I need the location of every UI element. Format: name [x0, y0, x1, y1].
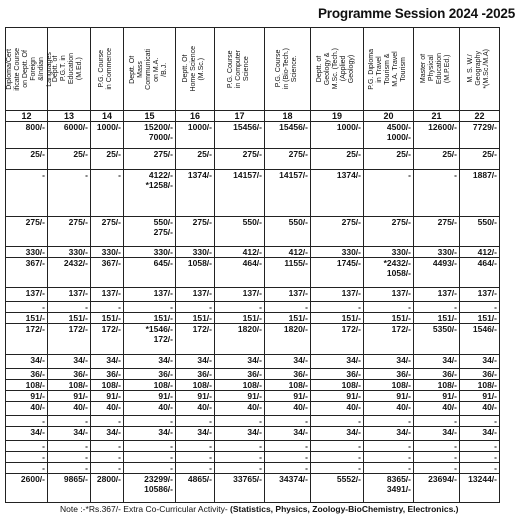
fee-cell: - [91, 441, 124, 452]
fee-cell: 91/- [215, 391, 265, 402]
column-number: 16 [176, 111, 215, 122]
fee-cell: 275/- [124, 149, 176, 170]
fee-cell: - [176, 416, 215, 427]
column-header-label: Deptt. Of Mass Communicati on M.A. /B.J. [128, 48, 168, 90]
fee-cell: 1374/- [311, 170, 364, 217]
fee-cell: - [460, 302, 500, 313]
fee-cell: 108/- [91, 380, 124, 391]
fee-cell: 34/- [364, 355, 414, 369]
fee-cell: 137/- [265, 288, 311, 302]
fee-cell: - [364, 170, 414, 217]
fee-cell: 137/- [48, 288, 91, 302]
fee-cell: 330/- [6, 247, 48, 258]
fee-cell: 2800/- [91, 474, 124, 503]
fee-cell: 40/- [414, 402, 460, 416]
fee-cell: 34/- [124, 355, 176, 369]
fee-cell: *2432/- 1058/- [364, 258, 414, 288]
fee-cell: - [414, 441, 460, 452]
fee-cell: 2600/- [6, 474, 48, 503]
fee-cell: - [6, 452, 48, 463]
fee-cell: 91/- [311, 391, 364, 402]
fee-cell: 25/- [91, 149, 124, 170]
fee-cell: - [414, 416, 460, 427]
fee-cell: - [48, 416, 91, 427]
fee-cell: 91/- [91, 391, 124, 402]
fee-cell: 330/- [414, 247, 460, 258]
fee-row [6, 288, 500, 302]
fee-cell: 36/- [48, 369, 91, 380]
fee-cell: 34/- [176, 355, 215, 369]
fee-cell: 108/- [265, 380, 311, 391]
column-number-row [6, 111, 500, 122]
fee-row [6, 247, 500, 258]
fee-cell: 800/- [6, 122, 48, 149]
fee-cell: - [48, 170, 91, 217]
fee-cell: - [265, 302, 311, 313]
column-header-label: Deptt. of P.G.T. in Education (M.Ed.) [52, 53, 83, 85]
fee-cell: 34/- [414, 355, 460, 369]
fee-cell: 91/- [414, 391, 460, 402]
fee-cell: - [6, 170, 48, 217]
fee-cell: - [6, 441, 48, 452]
fee-cell: 330/- [91, 247, 124, 258]
column-header-label: M. S. W./ Geography *(M.Sc./M.A) [466, 49, 490, 89]
fee-cell: 36/- [6, 369, 48, 380]
fee-cell: 15456/- [265, 122, 311, 149]
fee-cell: - [215, 441, 265, 452]
column-header-label: Diploma/Cert ificate Course on Deptt. Of Foreign &Indian Languages [6, 47, 53, 91]
fee-cell: 137/- [124, 288, 176, 302]
fee-cell: 34/- [414, 427, 460, 441]
column-number: 19 [311, 111, 364, 122]
fee-cell: - [215, 416, 265, 427]
fee-cell: 91/- [364, 391, 414, 402]
fee-cell: 4865/- [176, 474, 215, 503]
fee-cell: 34/- [460, 355, 500, 369]
fee-cell: 34/- [311, 355, 364, 369]
fee-cell: 40/- [265, 402, 311, 416]
fee-cell: 34/- [91, 427, 124, 441]
fee-cell: 151/- [414, 313, 460, 324]
footnote-bold-text: (Statistics, Physics, Zoology-BioChemistry, Electronics.) [230, 504, 459, 514]
fee-cell: - [124, 416, 176, 427]
fee-cell: 23694/- [414, 474, 460, 503]
fee-cell: 172/- [364, 324, 414, 355]
column-header [414, 28, 460, 111]
fee-cell: 34/- [124, 427, 176, 441]
fee-cell: 645/- [124, 258, 176, 288]
fee-cell: 40/- [215, 402, 265, 416]
fee-cell: 4493/- [414, 258, 460, 288]
fee-cell: - [176, 452, 215, 463]
fee-row [6, 402, 500, 416]
column-number: 14 [91, 111, 124, 122]
column-header-label: Deptt. Of Home Science (M.Sc.) [182, 46, 205, 92]
fee-cell: - [176, 302, 215, 313]
column-number: 21 [414, 111, 460, 122]
fee-row [6, 122, 500, 149]
fee-cell: 464/- [215, 258, 265, 288]
fee-cell: 40/- [176, 402, 215, 416]
column-header-label: P.G. Course in Computer Science [226, 49, 250, 89]
fee-row [6, 452, 500, 463]
fee-cell: 275/- [414, 217, 460, 247]
fee-cell: 108/- [414, 380, 460, 391]
column-number: 22 [460, 111, 500, 122]
fee-cell: *1546/- 172/- [124, 324, 176, 355]
footnote-text: Note :-*Rs.367/- Extra Co-Curricular Activity- [60, 504, 231, 514]
fee-cell: 34/- [311, 427, 364, 441]
fee-cell: 151/- [124, 313, 176, 324]
fee-cell: 5552/- [311, 474, 364, 503]
fee-row [6, 441, 500, 452]
fee-cell: - [6, 463, 48, 474]
fee-cell: - [215, 452, 265, 463]
fee-cell: 25/- [48, 149, 91, 170]
fee-row [6, 170, 500, 217]
fee-cell: - [48, 441, 91, 452]
fee-cell: 34/- [48, 355, 91, 369]
fee-cell: - [364, 463, 414, 474]
fee-cell: - [91, 452, 124, 463]
fee-cell: - [48, 463, 91, 474]
fee-cell: - [460, 416, 500, 427]
fee-cell: 1745/- [311, 258, 364, 288]
fee-row [6, 324, 500, 355]
fee-cell: 108/- [176, 380, 215, 391]
fee-cell: 172/- [176, 324, 215, 355]
fee-cell: 151/- [91, 313, 124, 324]
fee-cell: - [460, 452, 500, 463]
column-header [48, 28, 91, 111]
fee-cell: 1000/- [176, 122, 215, 149]
fee-cell: - [124, 463, 176, 474]
fee-cell: - [311, 452, 364, 463]
fee-cell: 40/- [124, 402, 176, 416]
fee-cell: 108/- [460, 380, 500, 391]
fee-cell: 34/- [460, 427, 500, 441]
fee-cell: - [6, 416, 48, 427]
fee-cell: 151/- [265, 313, 311, 324]
fee-cell: 40/- [6, 402, 48, 416]
column-number: 15 [124, 111, 176, 122]
fee-cell: 108/- [48, 380, 91, 391]
fee-cell: 275/- [364, 217, 414, 247]
header-row [6, 28, 500, 111]
fee-cell: 36/- [311, 369, 364, 380]
fee-cell: - [311, 463, 364, 474]
fee-cell: 4500/- 1000/- [364, 122, 414, 149]
fee-cell: 15200/- 7000/- [124, 122, 176, 149]
fee-cell: - [265, 441, 311, 452]
fee-table [5, 27, 500, 503]
fee-cell: 34/- [176, 427, 215, 441]
fee-cell: 25/- [176, 149, 215, 170]
fee-cell: 9865/- [48, 474, 91, 503]
fee-cell: 1820/- [265, 324, 311, 355]
fee-cell: 1374/- [176, 170, 215, 217]
fee-cell: - [215, 302, 265, 313]
fee-cell: 14157/- [265, 170, 311, 217]
fee-cell: 550/- [215, 217, 265, 247]
fee-cell: 34/- [364, 427, 414, 441]
fee-cell: 1058/- [176, 258, 215, 288]
fee-cell: 108/- [364, 380, 414, 391]
fee-cell: 172/- [311, 324, 364, 355]
fee-cell: 137/- [414, 288, 460, 302]
fee-cell: - [124, 441, 176, 452]
fee-cell: - [364, 441, 414, 452]
fee-cell: - [176, 463, 215, 474]
fee-cell: 464/- [460, 258, 500, 288]
fee-cell: - [364, 416, 414, 427]
fee-cell: 36/- [176, 369, 215, 380]
fee-cell: 36/- [414, 369, 460, 380]
fee-cell: 137/- [364, 288, 414, 302]
fee-cell: - [364, 302, 414, 313]
fee-table-body [6, 122, 500, 503]
fee-cell: 25/- [414, 149, 460, 170]
fee-cell: 14157/- [215, 170, 265, 217]
column-number: 12 [6, 111, 48, 122]
fee-cell: 412/- [215, 247, 265, 258]
fee-row [6, 391, 500, 402]
fee-cell: 25/- [460, 149, 500, 170]
fee-cell: 1546/- [460, 324, 500, 355]
fee-cell: 275/- [91, 217, 124, 247]
fee-row [6, 416, 500, 427]
fee-row [6, 369, 500, 380]
fee-cell: 91/- [6, 391, 48, 402]
fee-cell: 34/- [265, 427, 311, 441]
fee-cell: 151/- [460, 313, 500, 324]
fee-cell: 36/- [364, 369, 414, 380]
fee-cell: - [6, 302, 48, 313]
column-number: 20 [364, 111, 414, 122]
fee-cell: 137/- [6, 288, 48, 302]
column-header [215, 28, 265, 111]
fee-cell: - [311, 302, 364, 313]
fee-cell: 91/- [265, 391, 311, 402]
fee-cell: - [176, 441, 215, 452]
fee-cell: 36/- [91, 369, 124, 380]
fee-cell: 13244/- [460, 474, 500, 503]
fee-cell: 172/- [6, 324, 48, 355]
fee-cell: - [124, 452, 176, 463]
fee-cell: 36/- [265, 369, 311, 380]
fee-cell: - [265, 463, 311, 474]
fee-cell: - [311, 416, 364, 427]
fee-cell: 151/- [311, 313, 364, 324]
fee-cell: 91/- [124, 391, 176, 402]
fee-cell: 36/- [215, 369, 265, 380]
fee-cell: 330/- [176, 247, 215, 258]
fee-cell: - [414, 302, 460, 313]
fee-cell: 91/- [460, 391, 500, 402]
fee-cell: 330/- [48, 247, 91, 258]
fee-cell: 34/- [48, 427, 91, 441]
column-number: 13 [48, 111, 91, 122]
fee-cell: 1000/- [91, 122, 124, 149]
fee-cell: - [124, 302, 176, 313]
fee-cell: 91/- [48, 391, 91, 402]
fee-cell: 108/- [6, 380, 48, 391]
fee-cell: 2432/- [48, 258, 91, 288]
column-header [6, 28, 53, 111]
fee-cell: 40/- [91, 402, 124, 416]
fee-cell: 151/- [48, 313, 91, 324]
column-header [176, 28, 215, 111]
fee-row [6, 380, 500, 391]
fee-cell: 34/- [265, 355, 311, 369]
fee-cell: - [265, 416, 311, 427]
fee-cell: 15456/- [215, 122, 265, 149]
column-header [124, 28, 176, 111]
fee-cell: - [460, 441, 500, 452]
column-header-label: P.G. Diploma in Travel Tourism & M.A. Travel Tourism [367, 48, 407, 90]
fee-row [6, 313, 500, 324]
column-header-label: P.G. Course in Commerce [98, 48, 113, 90]
fee-row [6, 302, 500, 313]
fee-cell: 367/- [6, 258, 48, 288]
fee-cell: 275/- [48, 217, 91, 247]
fee-cell: 137/- [311, 288, 364, 302]
fee-cell: - [91, 416, 124, 427]
fee-cell: 23299/- 10586/- [124, 474, 176, 503]
fee-cell: 25/- [364, 149, 414, 170]
fee-cell: 8365/- 3491/- [364, 474, 414, 503]
fee-cell: 6000/- [48, 122, 91, 149]
fee-cell: - [414, 170, 460, 217]
fee-cell: - [414, 463, 460, 474]
fee-cell: 275/- [176, 217, 215, 247]
column-header [364, 28, 414, 111]
fee-cell: 108/- [311, 380, 364, 391]
fee-cell: 34/- [91, 355, 124, 369]
fee-row [6, 217, 500, 247]
fee-cell: 36/- [460, 369, 500, 380]
fee-cell: 172/- [91, 324, 124, 355]
fee-cell: 4122/- *1258/- [124, 170, 176, 217]
fee-row [6, 463, 500, 474]
fee-cell: 33765/- [215, 474, 265, 503]
footnote [60, 504, 459, 514]
fee-cell: 330/- [124, 247, 176, 258]
fee-cell: 550/- 275/- [124, 217, 176, 247]
fee-cell: 34/- [6, 355, 48, 369]
fee-cell: 172/- [48, 324, 91, 355]
fee-cell: 550/- [265, 217, 311, 247]
fee-cell: - [265, 452, 311, 463]
column-number: 17 [215, 111, 265, 122]
fee-cell: - [311, 441, 364, 452]
fee-cell: 1887/- [460, 170, 500, 217]
fee-cell: - [48, 302, 91, 313]
column-header-label: Master of Physical Education (M.P.Ed.) [419, 53, 451, 85]
column-header-label: P.G. Course in (Bio-Tech.) Science. [274, 48, 298, 90]
fee-cell: 151/- [215, 313, 265, 324]
fee-cell: 151/- [6, 313, 48, 324]
fee-cell: 34/- [215, 427, 265, 441]
fee-cell: 275/- [265, 149, 311, 170]
fee-cell: 25/- [6, 149, 48, 170]
column-header [265, 28, 311, 111]
fee-cell: 7729/- [460, 122, 500, 149]
fee-cell: 40/- [311, 402, 364, 416]
fee-row [6, 149, 500, 170]
fee-row [6, 258, 500, 288]
fee-cell: 137/- [91, 288, 124, 302]
fee-cell: - [91, 463, 124, 474]
fee-cell: 412/- [265, 247, 311, 258]
fee-cell: - [460, 463, 500, 474]
fee-cell: 137/- [460, 288, 500, 302]
fee-cell: 1820/- [215, 324, 265, 355]
fee-cell: 108/- [215, 380, 265, 391]
fee-cell: - [414, 452, 460, 463]
fee-cell: - [91, 170, 124, 217]
fee-cell: 1155/- [265, 258, 311, 288]
fee-cell: - [91, 302, 124, 313]
fee-cell: 151/- [176, 313, 215, 324]
fee-cell: 275/- [6, 217, 48, 247]
fee-cell: 108/- [124, 380, 176, 391]
fee-cell: 275/- [311, 217, 364, 247]
fee-cell: 40/- [364, 402, 414, 416]
fee-cell: 34/- [215, 355, 265, 369]
fee-cell: 36/- [124, 369, 176, 380]
fee-cell: 412/- [460, 247, 500, 258]
fee-cell: 1000/- [311, 122, 364, 149]
fee-row [6, 427, 500, 441]
fee-row [6, 355, 500, 369]
fee-cell: 275/- [215, 149, 265, 170]
column-header [91, 28, 124, 111]
fee-cell: - [215, 463, 265, 474]
fee-cell: 137/- [176, 288, 215, 302]
column-header [311, 28, 364, 111]
fee-cell: 40/- [460, 402, 500, 416]
fee-cell: 330/- [364, 247, 414, 258]
fee-cell: 367/- [91, 258, 124, 288]
fee-row [6, 474, 500, 503]
fee-cell: 151/- [364, 313, 414, 324]
fee-cell: - [48, 452, 91, 463]
fee-cell: 5350/- [414, 324, 460, 355]
fee-cell: - [364, 452, 414, 463]
fee-cell: 40/- [48, 402, 91, 416]
fee-cell: 12600/- [414, 122, 460, 149]
column-header-label: Deptt. of Geology & M.Sc. (Tech.) (Applied Geology) [316, 48, 355, 90]
programme-session-title: Programme Session 2024 -2025 [318, 6, 515, 21]
column-number: 18 [265, 111, 311, 122]
fee-cell: 137/- [215, 288, 265, 302]
column-header [460, 28, 500, 111]
fee-cell: 34374/- [265, 474, 311, 503]
fee-cell: 25/- [311, 149, 364, 170]
fee-cell: 34/- [6, 427, 48, 441]
fee-cell: 330/- [311, 247, 364, 258]
fee-cell: 550/- [460, 217, 500, 247]
fee-cell: 91/- [176, 391, 215, 402]
